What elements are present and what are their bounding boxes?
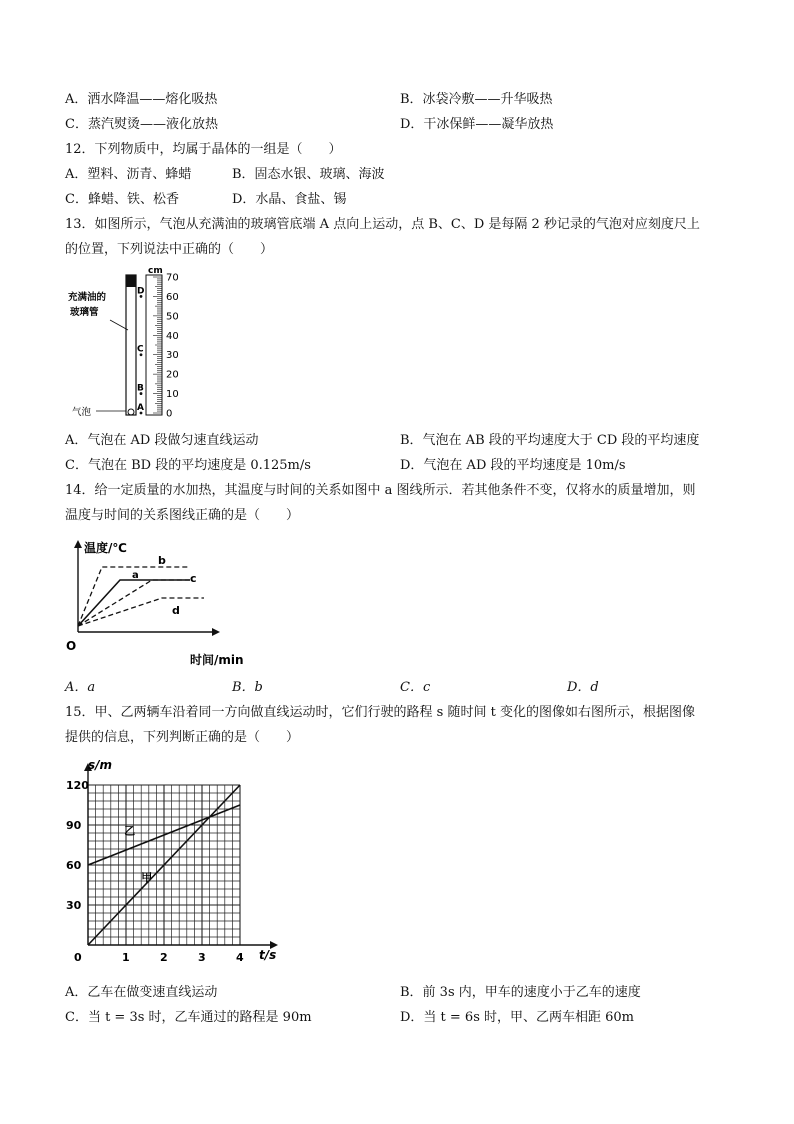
- q11-option-a: A．洒水降温——熔化吸热: [65, 92, 218, 107]
- bubble-position-label: C: [137, 344, 144, 355]
- q14-stem-line2: 温度与时间的关系图线正确的是（ ）: [65, 508, 300, 523]
- chart-x-tick-label: 3: [198, 951, 206, 964]
- bubble-position-label: D: [137, 286, 145, 297]
- q15-option-c: C．当 t = 3s 时，乙车通过的路程是 90m: [65, 1010, 312, 1025]
- origin-label: O: [66, 639, 77, 653]
- q12-stem: 12．下列物质中，均属于晶体的一组是（ ）: [65, 142, 342, 157]
- q13-option-a: A．气泡在 AD 段做匀速直线运动: [65, 433, 259, 448]
- ruler-tick-label: 40: [166, 330, 179, 342]
- q15-stem-line2: 提供的信息，下列判断正确的是（ ）: [65, 730, 300, 745]
- q13-stem-line2: 的位置，下列说法中正确的（ ）: [65, 242, 274, 257]
- q15-option-d: D．当 t = 6s 时，甲、乙两车相距 60m: [400, 1010, 635, 1025]
- tube-pointer-line: [110, 320, 128, 330]
- temperature-time-figure: [62, 534, 262, 670]
- chart-y-label: s/m: [88, 758, 113, 772]
- chart-y-tick-label: 60: [66, 859, 82, 872]
- line-c-label: c: [190, 572, 197, 585]
- y-axis-label: 温度/℃: [84, 541, 127, 555]
- series-label: 乙: [124, 824, 136, 838]
- ruler-tick-label: 50: [166, 311, 179, 323]
- x-axis-label: 时间/min: [190, 653, 244, 667]
- bubble-position-label: A: [137, 403, 144, 413]
- x-axis-arrow: [212, 628, 220, 636]
- ruler-tick-label: 70: [166, 272, 179, 284]
- q13-stem-line1: 13．如图所示，气泡从充满油的玻璃管底端 A 点向上运动，点 B、C、D 是每隔 2 秒记录的气泡对应刻度尺上: [65, 217, 700, 232]
- ruler-tick-label: 10: [166, 389, 179, 401]
- tube-cap: [126, 275, 136, 287]
- q13-option-b: B．气泡在 AB 段的平均速度大于 CD 段的平均速度: [400, 433, 700, 448]
- ruler-tick-label: 20: [166, 369, 179, 381]
- q14-option-c: C．c: [400, 680, 431, 695]
- line-a-label: a: [132, 570, 139, 581]
- ruler-tick-label: 60: [166, 291, 179, 303]
- chart-y-tick-label: 30: [66, 899, 82, 912]
- q11-option-b: B．冰袋冷敷——升华吸热: [400, 92, 553, 107]
- q15-option-b: B．前 3s 内，甲车的速度小于乙车的速度: [400, 985, 641, 1000]
- chart-x-tick-label: 1: [122, 951, 130, 964]
- ruler-tick-label: 30: [166, 350, 179, 362]
- q12-option-a: A．塑料、沥青、蜂蜡: [65, 167, 192, 182]
- chart-y-tick-label: 120: [66, 779, 89, 792]
- chart-x-tick-label: 2: [160, 951, 168, 964]
- chart-x-label: t/s: [259, 948, 277, 962]
- bubble-position-label: B: [137, 383, 144, 394]
- line-d-label: d: [172, 604, 180, 617]
- q15-stem-line1: 15．甲、乙两辆车沿着同一方向做直线运动时，它们行驶的路程 s 随时间 t 变化的图像如右图所示，根据图像: [65, 705, 695, 720]
- q12-option-c: C．蜂蜡、铁、松香: [65, 192, 179, 207]
- q12-option-d: D．水晶、食盐、锡: [232, 192, 347, 207]
- glass-tube: [126, 275, 136, 415]
- tube-label-line2: 玻璃管: [70, 307, 99, 318]
- line-a: [78, 580, 190, 626]
- chart-x-tick-label: 4: [236, 951, 244, 964]
- series-label: 甲: [141, 871, 153, 884]
- line-c: [78, 580, 192, 626]
- y-axis-arrow: [74, 540, 82, 548]
- chart-origin-label: 0: [74, 951, 82, 964]
- q14-stem-line1: 14．给一定质量的水加热，其温度与时间的关系如图中 a 图线所示．若其他条件不变，仅将水的质量增加，则: [65, 483, 696, 498]
- bubble-tube-figure: [60, 265, 200, 425]
- chart-y-tick-label: 90: [66, 819, 82, 832]
- bubble-icon: [128, 409, 134, 415]
- q15-option-a: A．乙车在做变速直线运动: [65, 985, 218, 1000]
- ruler-unit: cm: [148, 266, 163, 276]
- q11-option-c: C．蒸汽熨烫——液化放热: [65, 117, 218, 132]
- q14-option-b: B．b: [232, 680, 263, 695]
- bubble-label: 气泡: [72, 407, 92, 418]
- q12-option-b: B．固态水银、玻璃、海波: [232, 167, 385, 182]
- q11-option-d: D．干冰保鲜——凝华放热: [400, 117, 554, 132]
- q13-option-d: D．气泡在 AD 段的平均速度是 10m/s: [400, 458, 626, 473]
- q14-option-a: A．a: [65, 680, 96, 695]
- tube-label-line1: 充满油的: [68, 292, 107, 303]
- line-d: [78, 598, 204, 626]
- line-b-label: b: [158, 554, 166, 567]
- ruler-tick-label: 0: [166, 408, 173, 420]
- q13-option-c: C．气泡在 BD 段的平均速度是 0.125m/s: [65, 458, 311, 473]
- q14-option-d: D．d: [567, 680, 599, 695]
- distance-time-chart: [60, 755, 290, 970]
